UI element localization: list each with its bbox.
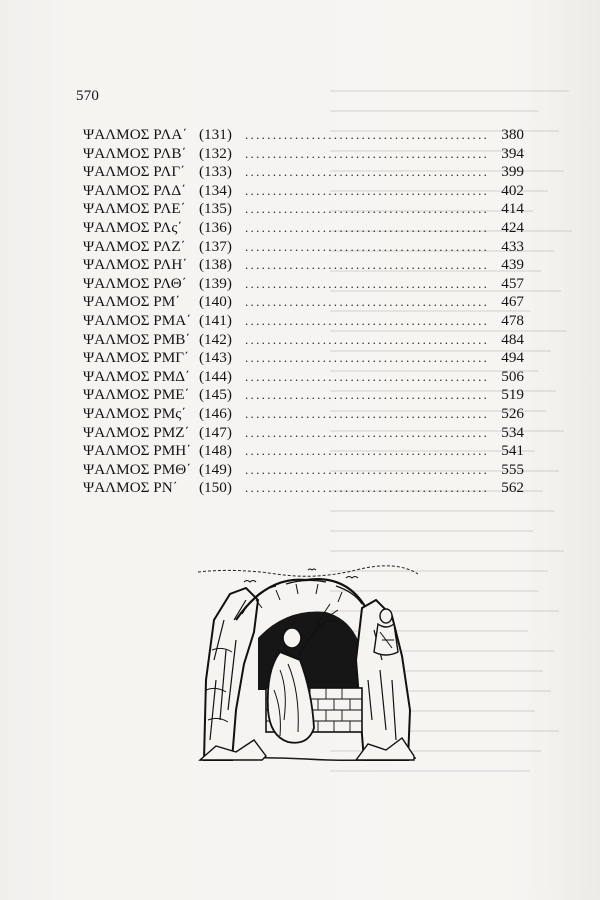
table-of-contents <box>83 126 524 498</box>
toc-dot-leader <box>241 294 488 310</box>
toc-row <box>83 182 524 201</box>
toc-psalm-number: (134) <box>199 181 232 199</box>
toc-page-number: 467 <box>501 293 524 311</box>
toc-row <box>83 368 524 387</box>
toc-page-number: 519 <box>501 386 524 404</box>
toc-psalm-number: (132) <box>199 144 232 162</box>
toc-psalm-title: ΨΑΛΜΟΣ ΡΜΘ΄ <box>83 460 192 478</box>
toc-psalm-number: (137) <box>199 237 232 255</box>
toc-dot-leader <box>241 313 488 329</box>
toc-psalm-title: ΨΑΛΜΟΣ ΡΛΖ΄ <box>83 237 186 255</box>
toc-psalm-title: ΨΑΛΜΟΣ ΡΛΔ΄ <box>83 181 187 199</box>
toc-dot-leader <box>241 462 488 478</box>
toc-dot-leader <box>241 350 488 366</box>
toc-row <box>83 256 524 275</box>
toc-psalm-number: (143) <box>199 349 232 367</box>
toc-page-number: 555 <box>501 460 524 478</box>
toc-row <box>83 312 524 331</box>
toc-row <box>83 275 524 294</box>
toc-psalm-number: (135) <box>199 200 232 218</box>
toc-psalm-title: ΨΑΛΜΟΣ ΡΛΕ΄ <box>83 200 186 218</box>
toc-psalm-number: (140) <box>199 293 232 311</box>
toc-psalm-title: ΨΑΛΜΟΣ ΡΜΗ΄ <box>83 442 192 460</box>
toc-row <box>83 200 524 219</box>
toc-dot-leader <box>241 164 488 180</box>
toc-psalm-number: (144) <box>199 367 232 385</box>
toc-psalm-number: (138) <box>199 256 232 274</box>
toc-psalm-title: ΨΑΛΜΟΣ ΡΜΓ΄ <box>83 349 190 367</box>
toc-dot-leader <box>241 332 488 348</box>
toc-dot-leader <box>241 146 488 162</box>
toc-dot-leader <box>241 276 488 292</box>
toc-psalm-number: (146) <box>199 404 232 422</box>
toc-row <box>83 145 524 164</box>
toc-dot-leader <box>241 220 488 236</box>
page-number: 570 <box>76 88 100 104</box>
toc-page-number: 424 <box>501 218 524 236</box>
toc-psalm-title: ΨΑΛΜΟΣ ΡΜΕ΄ <box>83 386 190 404</box>
toc-dot-leader <box>241 369 488 385</box>
toc-row <box>83 349 524 368</box>
toc-page-number: 484 <box>501 330 524 348</box>
toc-row <box>83 163 524 182</box>
toc-psalm-title: ΨΑΛΜΟΣ ΡΛς΄ <box>83 218 183 236</box>
toc-dot-leader <box>241 425 488 441</box>
toc-dot-leader <box>241 201 488 217</box>
toc-row <box>83 219 524 238</box>
toc-row <box>83 293 524 312</box>
toc-page-number: 414 <box>501 200 524 218</box>
toc-psalm-title: ΨΑΛΜΟΣ ΡΛΘ΄ <box>83 274 187 292</box>
toc-psalm-title: ΨΑΛΜΟΣ ΡΛΒ΄ <box>83 144 187 162</box>
toc-row <box>83 461 524 480</box>
toc-row <box>83 331 524 350</box>
toc-page-number: 457 <box>501 274 524 292</box>
toc-page-number: 562 <box>501 479 524 497</box>
toc-page-number: 394 <box>501 144 524 162</box>
toc-psalm-number: (139) <box>199 274 232 292</box>
toc-psalm-number: (149) <box>199 460 232 478</box>
toc-psalm-title: ΨΑΛΜΟΣ ΡΜ΄ <box>83 293 181 311</box>
toc-psalm-title: ΨΑΛΜΟΣ ΡΛΑ΄ <box>83 126 188 143</box>
toc-psalm-number: (142) <box>199 330 232 348</box>
toc-page-number: 541 <box>501 442 524 460</box>
praying-figure-in-cave-engraving-icon <box>196 560 419 766</box>
toc-page-number: 526 <box>501 404 524 422</box>
toc-psalm-number: (131) <box>199 126 232 143</box>
toc-page-number: 399 <box>501 163 524 181</box>
toc-psalm-number: (136) <box>199 218 232 236</box>
toc-psalm-title: ΨΑΛΜΟΣ ΡΜΑ΄ <box>83 311 192 329</box>
toc-row <box>83 126 524 145</box>
toc-psalm-title: ΨΑΛΜΟΣ ΡΛΓ΄ <box>83 163 186 181</box>
toc-dot-leader <box>241 239 488 255</box>
toc-page-number: 478 <box>501 311 524 329</box>
toc-psalm-title: ΨΑΛΜΟΣ ΡΜς΄ <box>83 404 187 422</box>
toc-psalm-number: (145) <box>199 386 232 404</box>
toc-row <box>83 238 524 257</box>
toc-row <box>83 386 524 405</box>
toc-page-number: 494 <box>501 349 524 367</box>
toc-psalm-title: ΨΑΛΜΟΣ ΡΛΗ΄ <box>83 256 188 274</box>
toc-psalm-title: ΨΑΛΜΟΣ ΡΜΔ΄ <box>83 367 191 385</box>
toc-psalm-number: (141) <box>199 311 232 329</box>
toc-dot-leader <box>241 183 488 199</box>
toc-row <box>83 424 524 443</box>
toc-psalm-title: ΨΑΛΜΟΣ ΡΜΖ΄ <box>83 423 190 441</box>
toc-dot-leader <box>241 480 488 496</box>
toc-psalm-title: ΨΑΛΜΟΣ ΡΜΒ΄ <box>83 330 191 348</box>
toc-page-number: 433 <box>501 237 524 255</box>
toc-page-number: 506 <box>501 367 524 385</box>
toc-dot-leader <box>241 387 488 403</box>
toc-psalm-title: ΨΑΛΜΟΣ ΡΝ΄ <box>83 479 178 497</box>
toc-psalm-number: (150) <box>199 479 232 497</box>
toc-page-number: 402 <box>501 181 524 199</box>
toc-psalm-number: (147) <box>199 423 232 441</box>
toc-dot-leader <box>241 257 488 273</box>
toc-page-number: 439 <box>501 256 524 274</box>
toc-page-number: 534 <box>501 423 524 441</box>
toc-dot-leader <box>241 406 488 422</box>
toc-row <box>83 479 524 498</box>
toc-row <box>83 405 524 424</box>
toc-page-number: 380 <box>501 126 524 143</box>
toc-psalm-number: (133) <box>199 163 232 181</box>
toc-psalm-number: (148) <box>199 442 232 460</box>
toc-dot-leader <box>241 443 488 459</box>
toc-row <box>83 442 524 461</box>
toc-dot-leader <box>241 127 488 143</box>
